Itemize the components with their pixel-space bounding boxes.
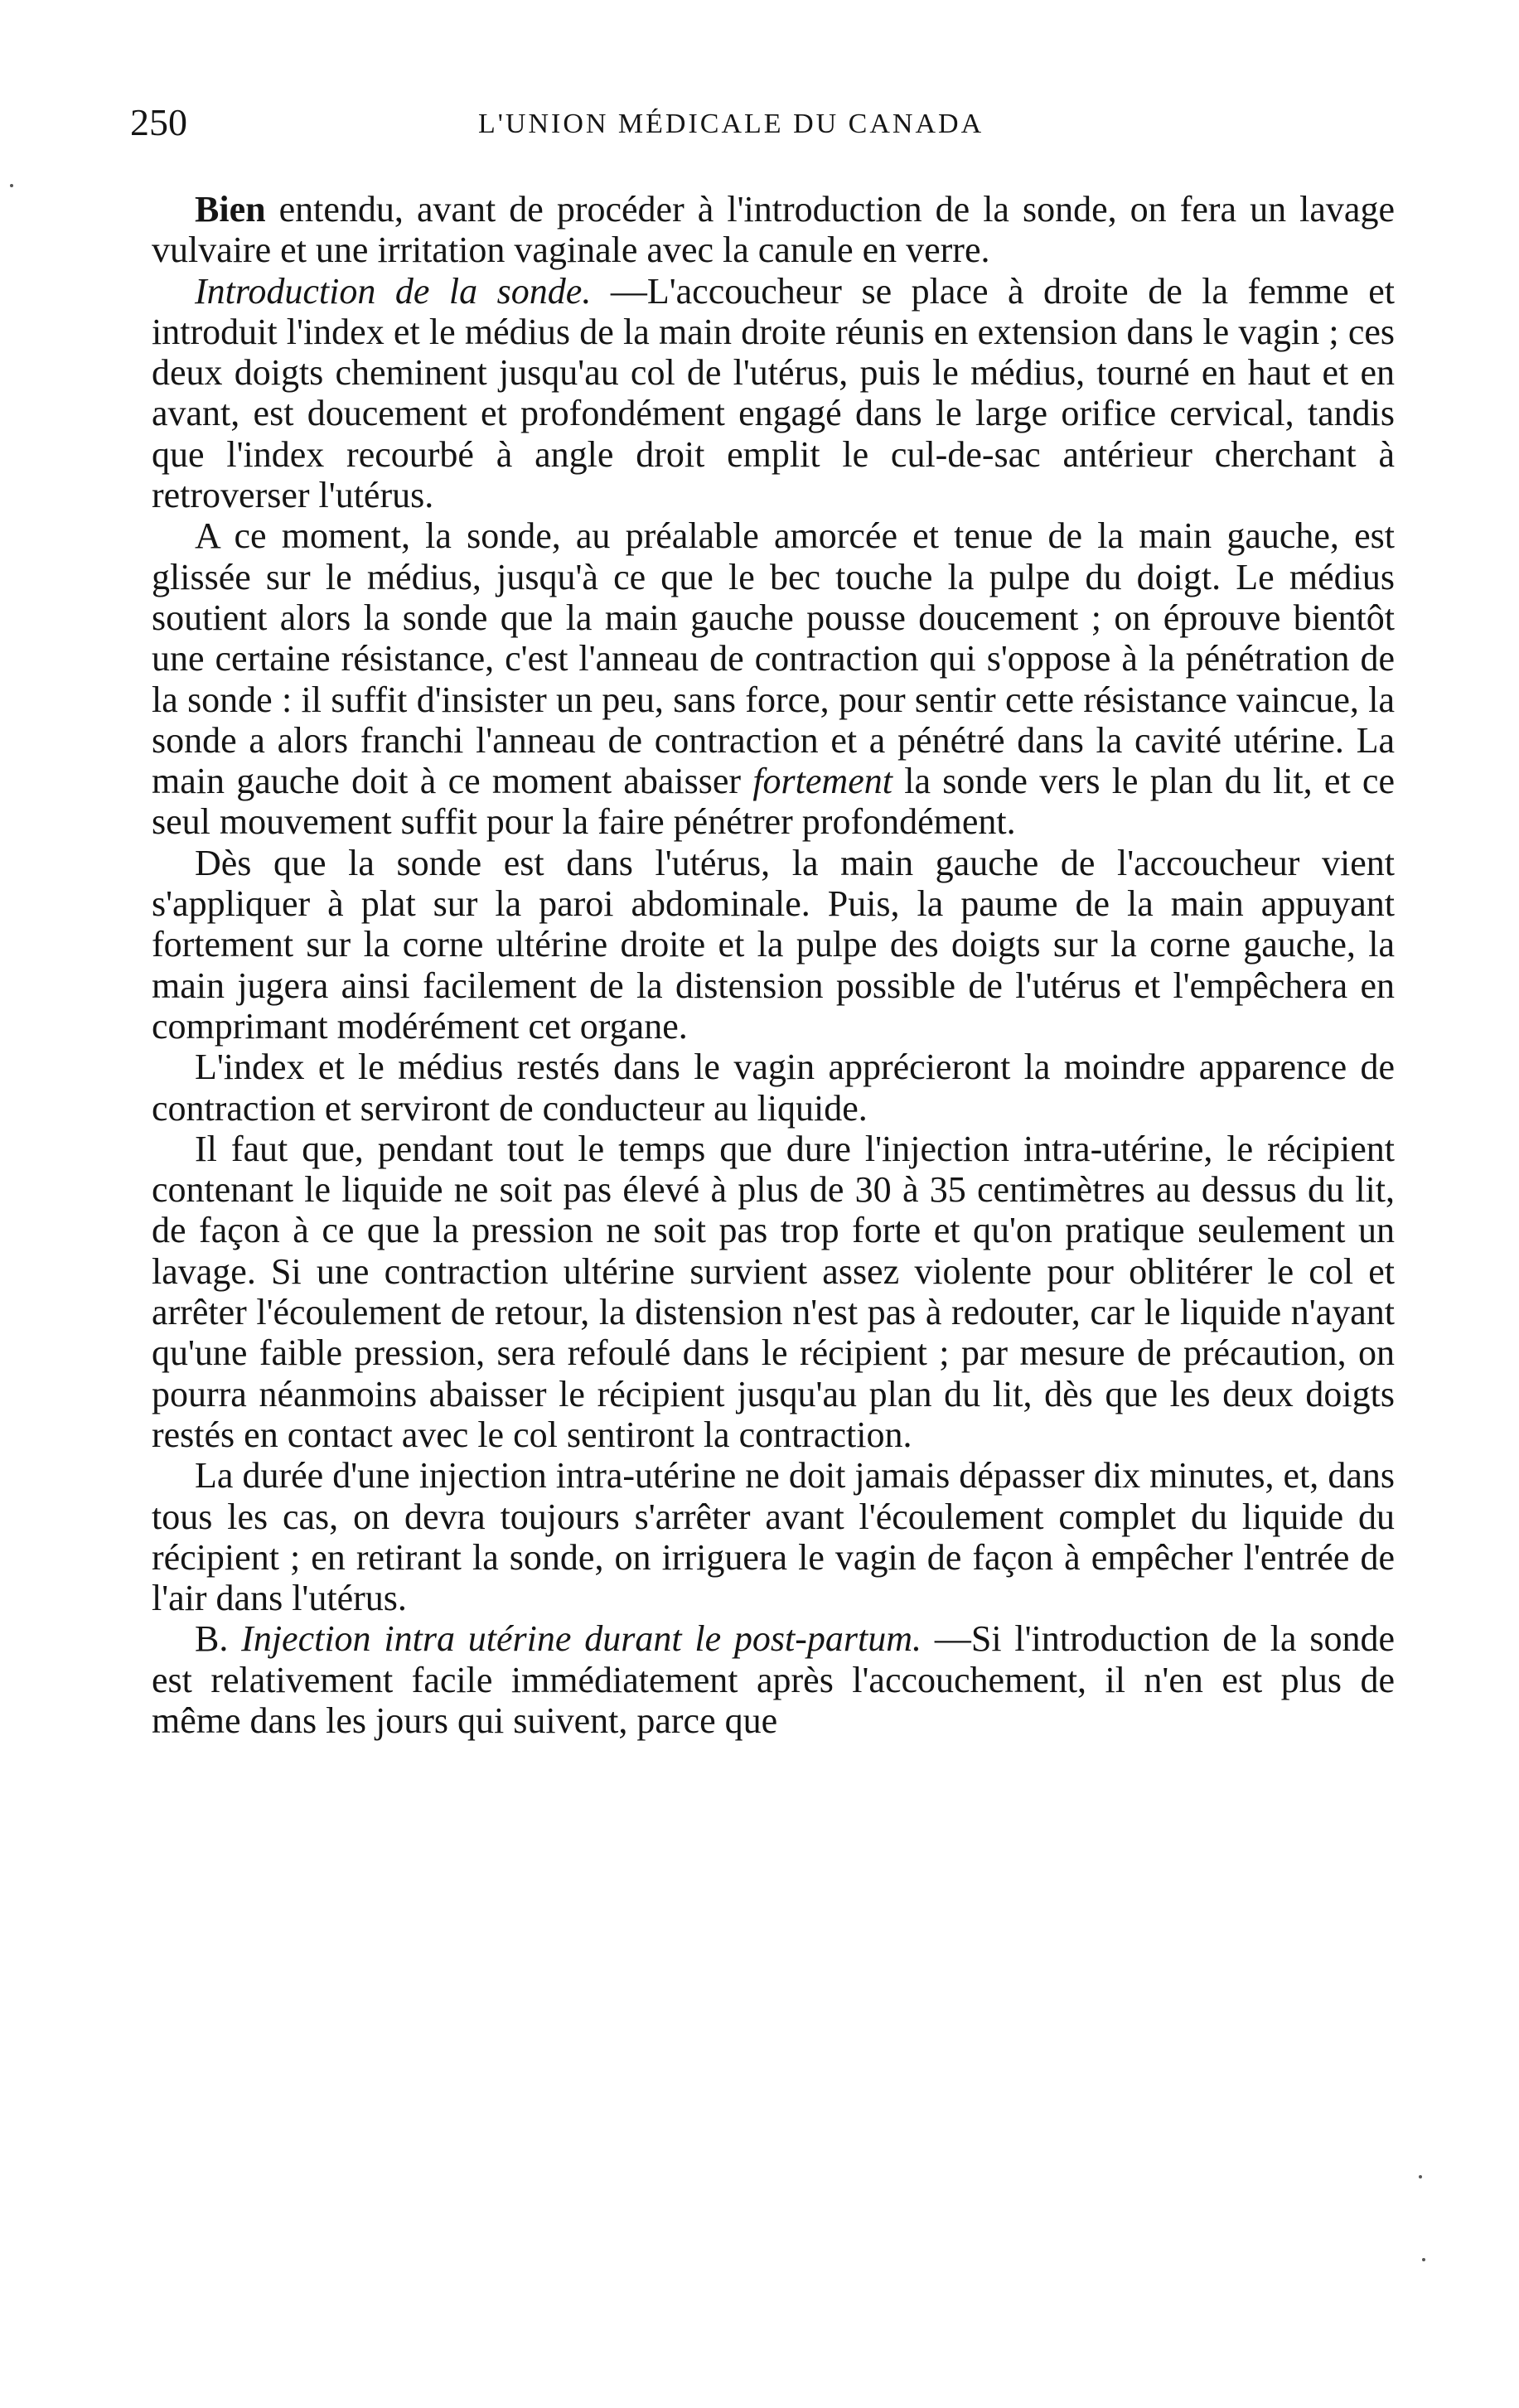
paragraph-main-gauche: Dès que la sonde est dans l'utérus, la main gauche de l'accoucheur vient s'appliquer à plat sur la paroi abdominale. Puis, la paume de la main appuyant fortement sur la corne ultérine droite et la pulpe des doigts sur la corne gauche, la main jugera ainsi facilement de la distension possible de l'utérus et l'empêchera en comprimant modérément cet organe.: [152, 842, 1395, 1047]
paragraph-post-partum: [152, 1618, 1395, 1741]
paragraph-text: —L'accoucheur se place à droite de la femme et introduit l'index et le médius de la main droite réunis en extension dans le vagin ; ces deux doigts cheminent jusqu'au col de l'utérus, puis le médius, tourné en haut et en avant, est doucement et profondément engagé dans le large orifice cervical, tandis que l'index recourbé à angle droit emplit le cul-de-sac antérieur cherchant à retroverser l'utérus.: [152, 270, 1395, 516]
emphasis-italic: fortement: [752, 761, 893, 802]
page-header: [130, 98, 1406, 147]
margin-speck: [1419, 2175, 1422, 2178]
paragraph-text: —Si l'introduction de la sonde est relativement facile immédiatement après l'accouchement, il n'en est plus de même dans les jours qui suivent, parce que: [152, 1618, 1395, 1741]
section-heading-italic: Injection intra utérine durant le post-partum.: [241, 1618, 922, 1660]
section-heading-italic: Introduction de la sonde.: [195, 270, 592, 312]
margin-speck: [10, 184, 13, 187]
article-body: [152, 189, 1395, 1741]
page-number: 250: [130, 101, 187, 143]
paragraph-preparation: [152, 189, 1395, 271]
paragraph-pression: Il faut que, pendant tout le temps que dure l'injection intra-utérine, le récipient contenant le liquide ne soit pas élevé à plus de 30 à 35 centimètres au dessus du lit, de façon à ce que la pression ne soit pas trop forte et qu'on pratique seulement un lavage. Si une contraction ultérine survient assez violente pour oblitérer le col et arrêter l'écoulement de retour, la distension n'est pas à redouter, car le liquide n'ayant qu'une faible pression, sera refoulé dans le récipient ; par mesure de précaution, on pourra néanmoins abaisser le récipient jusqu'au plan du lit, dès que les deux doigts restés en contact avec le col sentiront la contraction.: [152, 1128, 1395, 1455]
paragraph-text: A ce moment, la sonde, au préalable amorcée et tenue de la main gauche, est glissée sur le médius, jusqu'à ce que le bec touche la pulpe du doigt. Le médius soutient alors la sonde que la main gauche pousse doucement ; on éprouve bientôt une certaine résistance, c'est l'anneau de contraction qui s'oppose à la pénétration de la sonde : il suffit d'insister un peu, sans force, pour sentir cette résistance vaincue, la sonde a alors franchi l'anneau de contraction et a pénétré dans la cavité utérine. La main gauche doit à ce moment abaisser: [152, 515, 1395, 802]
paragraph-index-medius: L'index et le médius restés dans le vagin apprécieront la moindre apparence de contraction et serviront de conducteur au liquide.: [152, 1047, 1395, 1129]
paragraph-text: entendu, avant de procéder à l'introduction de la sonde, on fera un lavage vulvaire et une irritation vaginale avec la canule en verre.: [152, 189, 1395, 271]
section-letter: B.: [195, 1618, 242, 1660]
paragraph-duree: La durée d'une injection intra-utérine ne doit jamais dépasser dix minutes, et, dans tous les cas, on devra toujours s'arrêter avant l'écoulement complet du liquide du récipient ; en retirant la sonde, on irriguera le vagin de façon à empêcher l'entrée de l'air dans l'utérus.: [152, 1455, 1395, 1619]
margin-speck: [1422, 2258, 1425, 2261]
paragraph-text: la sonde vers le plan du lit, et ce seul mouvement suffit pour la faire pénétrer profondément.: [152, 761, 1395, 843]
paragraph-sonde-glissee: [152, 515, 1395, 842]
running-title: L'UNION MÉDICALE DU CANADA: [478, 109, 984, 139]
paragraph-first-word: Bien: [195, 189, 266, 230]
paragraph-introduction-sonde: [152, 271, 1395, 516]
